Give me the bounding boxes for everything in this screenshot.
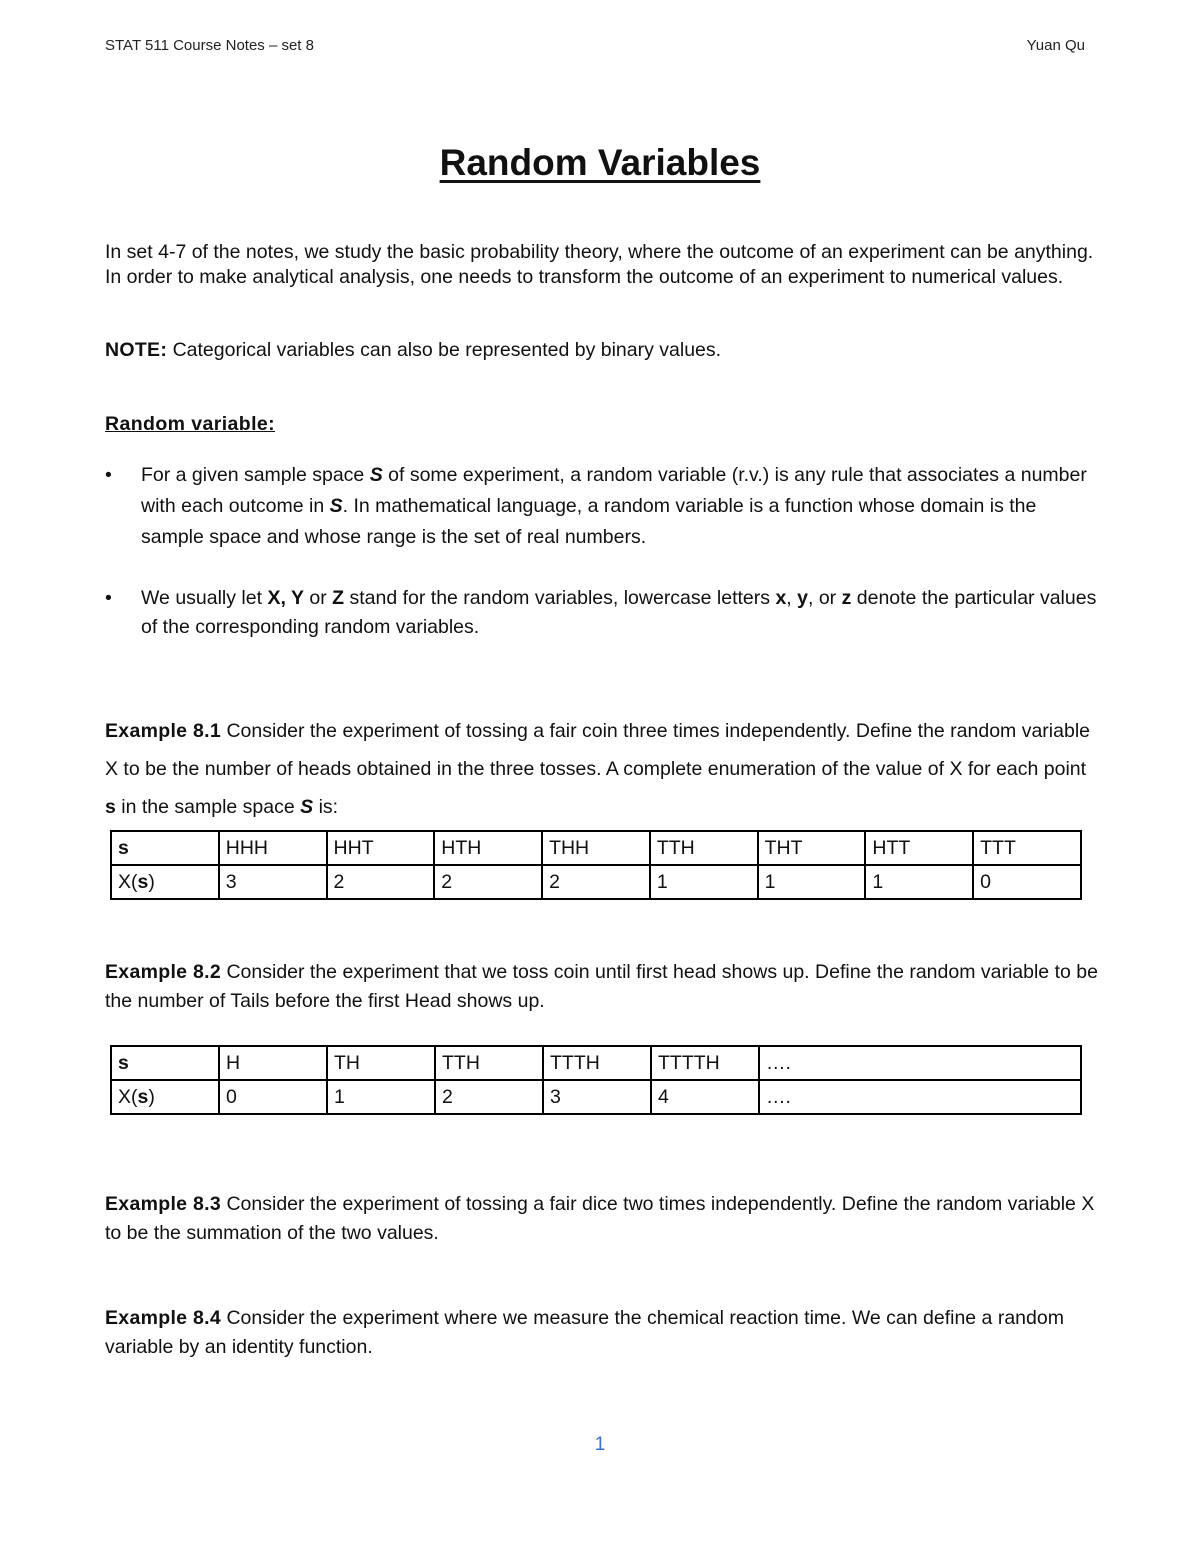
table-cell: TTT (973, 831, 1081, 865)
table-cell: …. (759, 1080, 1081, 1114)
example-8-2: Example 8.2 Consider the experiment that we toss coin until first head shows up. Define the random variable to be the number of Tails before the first Head shows up. (105, 961, 1098, 1012)
table-cell: 0 (219, 1080, 327, 1114)
table-cell: 3 (543, 1080, 651, 1114)
table-cell: THT (758, 831, 866, 865)
table-cell: HTT (865, 831, 973, 865)
bullet-text: We usually let X, Y or Z stand for the random variables, lowercase letters x, y, or z denote the particular values of the corresponding random variables. (141, 587, 1097, 638)
bullet-item (105, 584, 1100, 642)
bullet-text: For a given sample space S of some experiment, a random variable (r.v.) is any rule that associates a number with each outcome in S. In mathematical language, a random variable is a function whose domain is the sample space and whose range is the set of real numbers. (141, 464, 1087, 548)
bullet-icon: • (105, 587, 112, 609)
header-author: Yuan Qu (1026, 37, 1085, 54)
table-cell: H (219, 1046, 327, 1080)
table-cell: HTH (434, 831, 542, 865)
note-paragraph (105, 338, 1100, 363)
table-cell: HHT (327, 831, 435, 865)
table-cell: THH (542, 831, 650, 865)
table-cell-label: X(s) (111, 1080, 219, 1114)
table-cell-label: s (111, 1046, 219, 1080)
table-cell: 2 (542, 865, 650, 899)
section-heading: Random variable: (105, 413, 276, 435)
example-8-3: Example 8.3 Consider the experiment of tossing a fair dice two times independently. Define the random variable X to be the summation of the two values. (105, 1193, 1095, 1244)
bullet-item (105, 460, 1100, 553)
note-label: NOTE: (105, 339, 168, 361)
example-8-1: Example 8.1 Consider the experiment of tossing a fair coin three times independently. Define the random variable X to be the number of heads obtained in the three tosses. A complete enumeration of the value of X for each point s in the sample space S is: (105, 720, 1090, 818)
table-cell: 2 (434, 865, 542, 899)
table-row (111, 831, 1081, 865)
table-coin-three-tosses (110, 830, 1082, 900)
table-cell: TTH (435, 1046, 543, 1080)
table-cell: 1 (865, 865, 973, 899)
table-cell: TTTH (543, 1046, 651, 1080)
table-row (111, 1046, 1081, 1080)
page-title: Random Variables (439, 142, 761, 183)
table-cell: 1 (650, 865, 758, 899)
table-cell: 3 (219, 865, 327, 899)
table-cell: 1 (327, 1080, 435, 1114)
table-cell: TH (327, 1046, 435, 1080)
table-cell: HHH (219, 831, 327, 865)
table-cell: 2 (327, 865, 435, 899)
table-cell-label: X(s) (111, 865, 219, 899)
table-cell: 2 (435, 1080, 543, 1114)
page-number: 1 (594, 1434, 606, 1455)
header-course: STAT 511 Course Notes – set 8 (105, 37, 314, 54)
bullet-icon: • (105, 464, 112, 486)
table-row (111, 865, 1081, 899)
example-8-4: Example 8.4 Consider the experiment where we measure the chemical reaction time. We can define a random variable by an identity function. (105, 1307, 1064, 1358)
table-tails-before-head (110, 1045, 1082, 1115)
table-row (111, 1080, 1081, 1114)
table-cell: 0 (973, 865, 1081, 899)
intro-paragraph: In set 4-7 of the notes, we study the basic probability theory, where the outcome of an experiment can be anything. In order to make analytical analysis, one needs to transform the outcome of an experiment to numerical values. (105, 241, 1094, 288)
table-cell: …. (759, 1046, 1081, 1080)
table-cell: 1 (758, 865, 866, 899)
table-cell-label: s (111, 831, 219, 865)
table-cell: 4 (651, 1080, 759, 1114)
note-text: Categorical variables can also be represented by binary values. (167, 339, 722, 361)
table-cell: TTH (650, 831, 758, 865)
table-cell: TTTTH (651, 1046, 759, 1080)
